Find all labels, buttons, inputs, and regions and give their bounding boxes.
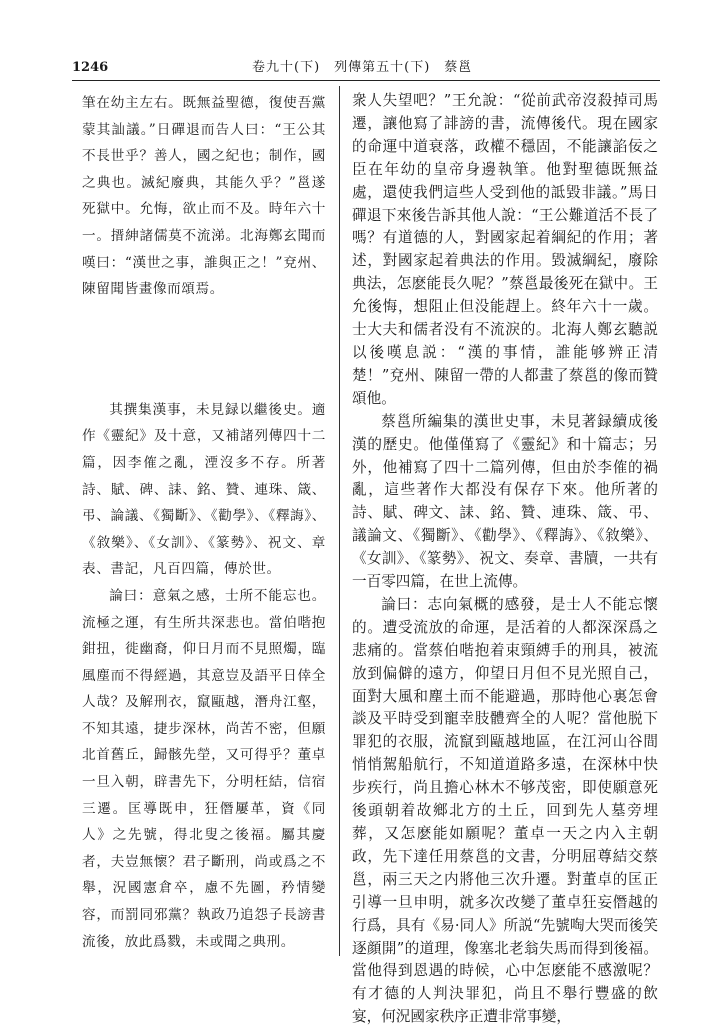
page-number: 1246	[72, 60, 109, 75]
column-divider	[339, 86, 340, 956]
translation-column	[352, 90, 658, 1029]
original-paragraph-1: 筆在幼主左右。既無益聖德，復使吾黨蒙其訕議。”日磾退而告人曰：“王公其不長世乎？善人，國之紀也；制作，國之典也。滅紀廢典，其能久乎？”邕遂死獄中。允悔，欲止而不及。時年六十一。搢紳諸儒莫不流涕。北海鄭玄聞而嘆曰：“漢世之事，誰與正之！”兗州、陳留聞皆畫像而頌焉。	[82, 95, 326, 298]
translation-paragraph-1: 衆人失望吧？”王允說：“從前武帝沒殺掉司馬遷，讓他寫了誹謗的書，流傳後代。現在國家的命運中道衰落，政權不穩固，不能讓諂佞之臣在年幼的皇帝身邊執筆。他對聖德既無益處，還使我們這些人受到他的詆毀非議。”馬日磾退下來後告訴其他人說：“王公難道活不長了嗎？有道德的人，對國家起着綱紀的作用；著述，對國家起着典法的作用。毀滅綱紀，廢除典法，怎麽能長久呢？”蔡邕最後死在獄中。王允後悔，想阻止但没能趕上。終年六十一歲。士大夫和儒者没有不流淚的。北海人鄭玄聽説以後嘆息説：“漢的事情，誰能够辨正清楚！”兗州、陳留一帶的人都畫了蔡邕的像而贊頌他。	[352, 92, 658, 407]
translation-paragraph-3: 論曰：志向氣概的感發，是士人不能忘懷的。遭受流放的命運，是活着的人都深深爲之悲痛的。當蔡伯喈抱着束頸縛手的刑具，被流放到偏僻的遠方，仰望日月但不見光照自己，面對大風和塵土而不能避過，那時他心裏怎會談及平時受到寵幸肢體齊全的人呢？當他脱下罪犯的衣服，流竄到甌越地區，在江河山谷間悄悄駕船航行，不知道道路多遠，在深林中快步疾行，尚且擔心林木不够茂密，即使願意死後頭朝着故鄉北方的土丘，回到先人墓旁埋葬，又怎麽能如願呢？董卓一天之内入主朝政，先下達任用蔡邕的文書，分明屈尊結交蔡邕，兩三天之内將他三次升遷。對董卓的匡正引導一旦申明，就多次改變了董卓狂妄僭越的行爲，具有《易·同人》所説“先號啕大哭而後笑逐顔開”的道理，像塞北老翁失馬而得到後福。當他得到恩遇的時候，心中怎麽能不感激呢？有才德的人判決罪犯，尚且不舉行豐盛的飲宴，何況國家秩序正遭非常事變，	[352, 595, 658, 1026]
header-rule	[72, 80, 660, 81]
original-text-column	[82, 90, 326, 955]
page-header	[72, 58, 660, 78]
original-paragraph-2: 其撰集漢事，未見録以繼後史。適作《靈紀》及十意，又補諸列傳四十二篇，因李傕之亂，湮沒多不存。所著詩、賦、碑、誄、銘、贊、連珠、箴、弔、論議、《獨斷》、《勸學》、《釋誨》、《敘樂》、《女訓》、《篆勢》、祝文、章表、書記，凡百四篇，傳於世。	[82, 401, 326, 578]
running-title: 卷九十(下) 列傳第五十(下) 蔡邕	[252, 60, 473, 75]
paragraph-spacer	[82, 303, 326, 397]
original-paragraph-3: 論曰：意氣之感，士所不能忘也。流極之運，有生所共深悲也。當伯喈抱鉗扭，徙幽裔，仰日月而不見照燭，臨風塵而不得經過，其意豈及語平日倖全人哉？及解刑衣，竄甌越，潛舟江壑，不知其遠，捷步深林，尚苦不密，但願北首舊丘，歸骸先塋，又可得乎？董卓一旦入朝，辟書先下，分明枉結，信宿三遷。匡導既申，狂僭屢革，資《同人》之先號，得北叟之後福。屬其慶者，夫豈無懷？君子斷刑，尚或爲之不舉，況國憲倉卒，慮不先圖，矜情變容，而罰同邪黨？執政乃追怨子長謗書流後，放此爲戮，未或聞之典刑。	[82, 587, 326, 950]
translation-paragraph-2: 蔡邕所編集的漢世史事，未見著録續成後漢的歷史。他僅僅寫了《靈紀》和十篇志；另外，他補寫了四十二篇列傳，但由於李傕的禍亂，這些著作大都没有保存下來。他所著的詩、賦、碑文、誄、銘、贊、連珠、箴、弔、議論文、《獨斷》、《勸學》、《釋誨》、《敘樂》、《女訓》、《篆勢》、祝文、奏章、書牘，一共有一百零四篇，在世上流傳。	[352, 412, 658, 591]
